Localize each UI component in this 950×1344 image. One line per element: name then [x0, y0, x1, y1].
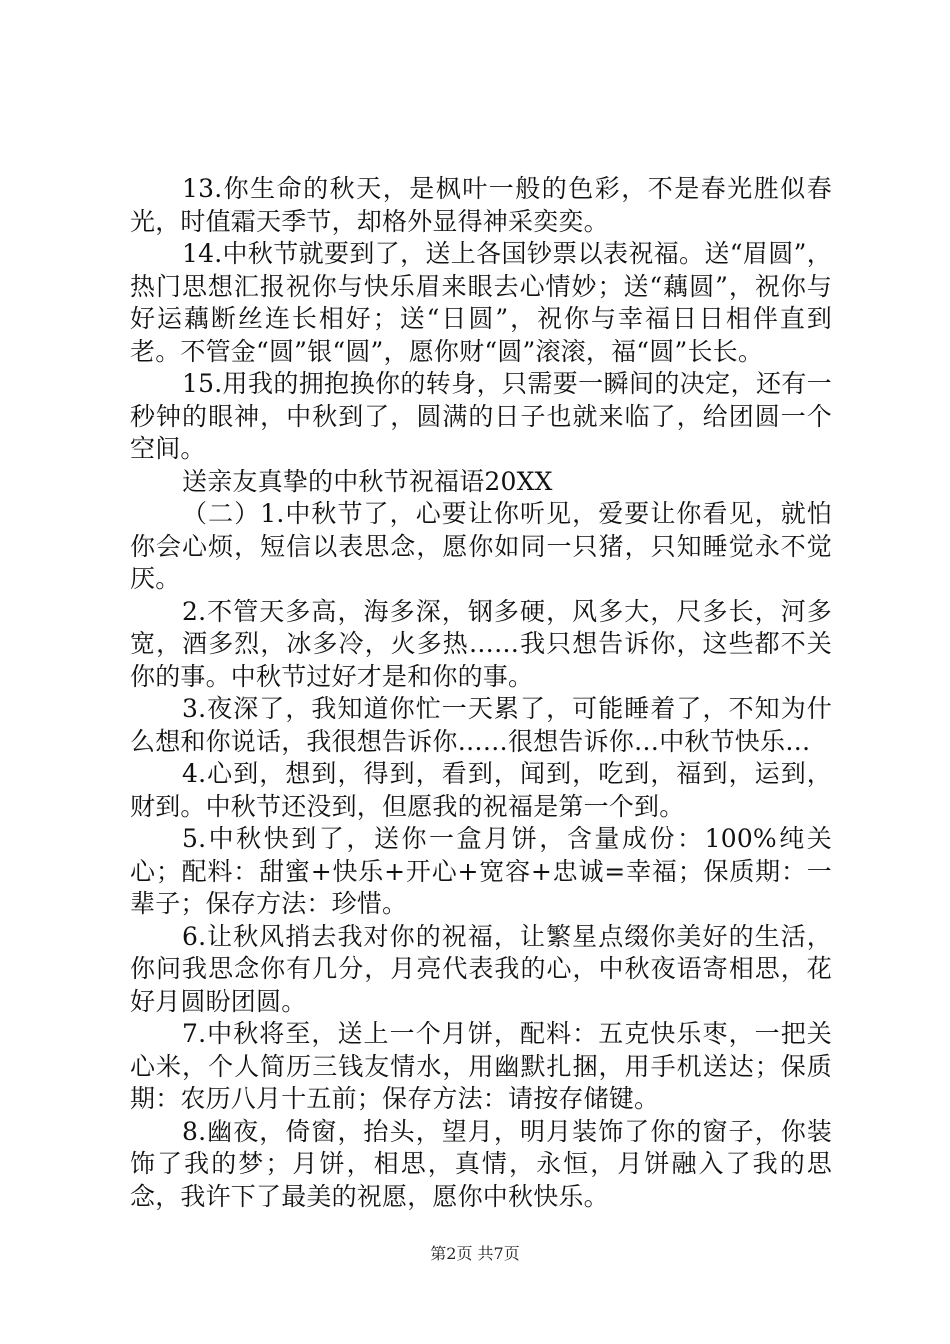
paragraph-section2-1: （二）1.中秋节了，心要让你听见，爱要让你看见，就怕你会心烦，短信以表思念，愿你如同一只猪，只知睡觉永不觉厌。 [130, 499, 832, 593]
paragraph-14: 14.中秋节就要到了，送上各国钞票以表祝福。送“眉圆”，热门思想汇报祝你与快乐眉来眼去心情妙；送“藕圆”，祝你与好运藕断丝连长相好；送“日圆”，祝你与幸福日日相伴直到老。不管金“圆”银“圆”，愿你财“圆”滚滚，福“圆”长长。 [130, 239, 832, 366]
page-footer: 第2页 共7页 [430, 1244, 520, 1263]
paragraph-5: 5.中秋快到了，送你一盒月饼，含量成份：100%纯关心；配料：甜蜜+快乐+开心+宽容+忠诚=幸福；保质期：一辈子；保存方法：珍惜。 [130, 824, 832, 918]
document-body [130, 173, 832, 1213]
paragraph-7: 7.中秋将至，送上一个月饼，配料：五克快乐枣，一把关心米，个人简历三钱友情水，用幽默扎捆，用手机送达；保质期：农历八月十五前；保存方法：请按存储键。 [130, 1019, 832, 1113]
paragraph-8: 8.幽夜，倚窗，抬头，望月，明月装饰了你的窗子，你装饰了我的梦；月饼，相思，真情，永恒，月饼融入了我的思念，我许下了最美的祝愿，愿你中秋快乐。 [130, 1116, 832, 1211]
paragraph-2: 2.不管天多高，海多深，钢多硬，风多大，尺多长，河多宽，酒多烈，冰多冷，火多热……我只想告诉你，这些都不关你的事。中秋节过好才是和你的事。 [130, 596, 832, 691]
paragraph-6: 6.让秋风捎去我对你的祝福，让繁星点缀你美好的生活，你问我思念你有几分，月亮代表我的心，中秋夜语寄相思，花好月圆盼团圆。 [130, 921, 832, 1016]
paragraph-4: 4.心到，想到，得到，看到，闻到，吃到，福到，运到，财到。中秋节还没到，但愿我的祝福是第一个到。 [130, 759, 832, 821]
paragraph-3: 3.夜深了，我知道你忙一天累了，可能睡着了，不知为什么想和你说话，我很想告诉你……很想告诉你…中秋节快乐… [130, 694, 832, 756]
paragraph-15: 15.用我的拥抱换你的转身，只需要一瞬间的决定，还有一秒钟的眼神，中秋到了，圆满的日子也就来临了，给团圆一个空间。 [130, 369, 832, 463]
paragraph-13: 13.你生命的秋天，是枫叶一般的色彩，不是春光胜似春光，时值霜天季节，却格外显得神采奕奕。 [130, 174, 832, 236]
section-heading: 送亲友真挚的中秋节祝福语20XX [182, 466, 553, 496]
